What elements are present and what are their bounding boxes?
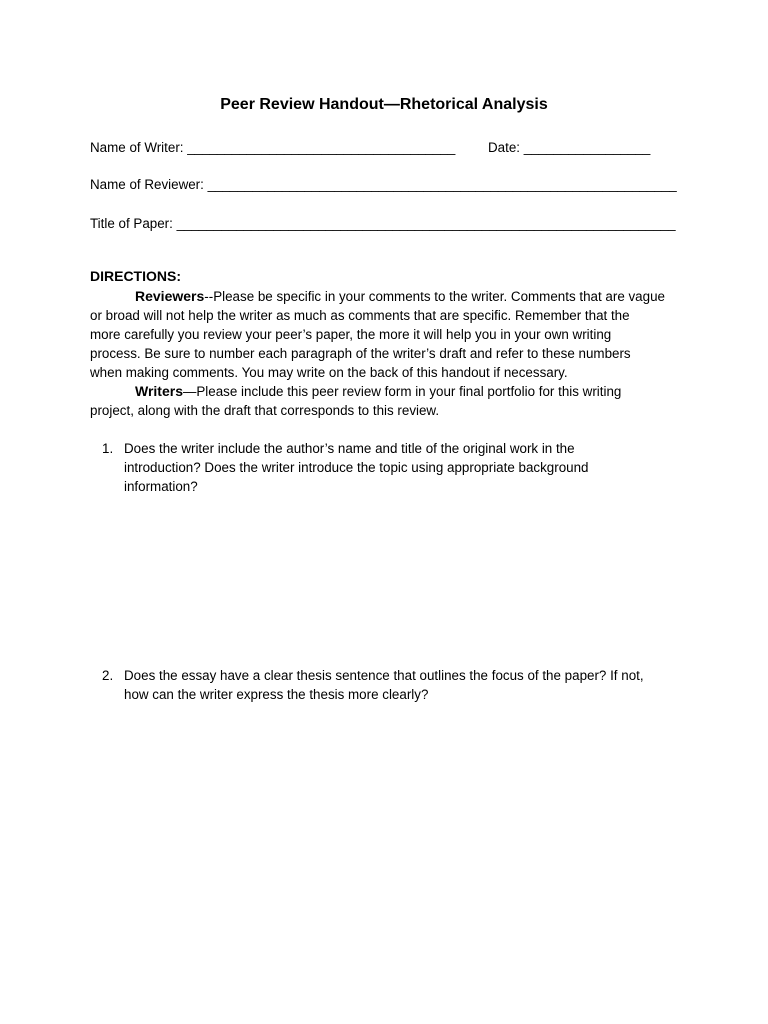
writers-label: Writers xyxy=(135,383,183,399)
reviewers-text-line: when making comments. You may write on the back of this handout if necessary. xyxy=(90,365,568,380)
reviewers-paragraph-line xyxy=(135,287,665,306)
reviewers-text-line: process. Be sure to number each paragraph of the writer’s draft and refer to these numbers xyxy=(90,346,631,361)
directions-heading: DIRECTIONS: xyxy=(90,268,181,284)
reviewer-name-field: Name of Reviewer: _______________________________________________________________ xyxy=(90,177,677,192)
question-text-line: Does the essay have a clear thesis sentence that outlines the focus of the paper? If not, xyxy=(124,668,644,683)
reviewers-label: Reviewers xyxy=(135,288,205,304)
reviewers-text-line: or broad will not help the writer as much as comments that are specific. Remember that the xyxy=(90,308,630,323)
question-item xyxy=(102,666,662,704)
date-field: Date: _________________ xyxy=(488,140,651,155)
writer-name-field: Name of Writer: ____________________________________ xyxy=(90,140,456,155)
reviewers-text: --Please be specific in your comments to the writer. Comments that are vague xyxy=(204,289,665,304)
question-text-line: information? xyxy=(124,479,198,494)
writers-text: —Please include this peer review form in your final portfolio for this writing xyxy=(182,384,622,399)
reviewers-text-line: more carefully you review your peer’s paper, the more it will help you in your own writing xyxy=(90,327,612,342)
question-number: 1. xyxy=(102,441,114,456)
question-text-line: introduction? Does the writer introduce the topic using appropriate background xyxy=(124,460,589,475)
question-text-line: how can the writer express the thesis more clearly? xyxy=(124,687,429,702)
paper-title-field: Title of Paper: ___________________________________________________________________ xyxy=(90,216,676,231)
page-title: Peer Review Handout—Rhetorical Analysis xyxy=(220,96,548,113)
writers-paragraph-line xyxy=(135,382,621,401)
writers-text-line: project, along with the draft that corresponds to this review. xyxy=(90,403,440,418)
question-number: 2. xyxy=(102,668,114,683)
question-text-line: Does the writer include the author’s name and title of the original work in the xyxy=(124,441,575,456)
question-item xyxy=(102,439,662,496)
